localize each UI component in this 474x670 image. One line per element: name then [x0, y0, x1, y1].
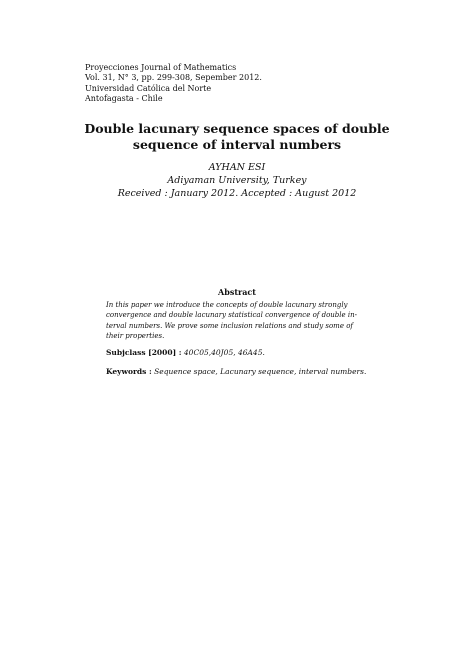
author-name: AYHAN ESI [208, 162, 266, 173]
abstract-line: In this paper we introduce the concepts of double lacunary strongly [106, 301, 348, 309]
author-affiliation: Adiyaman University, Turkey [167, 175, 307, 186]
journal-header [85, 63, 262, 104]
abstract-line: their properties. [106, 331, 165, 340]
abstract-text [106, 300, 368, 341]
city-name: Antofagasta - Chile [85, 93, 163, 103]
abstract-heading: Abstract [218, 287, 256, 297]
subjclass-line [106, 348, 265, 357]
journal-name: Proyecciones Journal of Mathematics [85, 63, 237, 72]
keywords-line [106, 367, 366, 376]
title-line-2: sequence of interval numbers [132, 137, 342, 152]
title-line-1: Double lacunary sequence spaces of double [84, 121, 390, 136]
abstract-line: convergence and double lacunary statistical convergence of double in- [106, 311, 358, 320]
author-block [0, 161, 474, 200]
paper-title [0, 121, 474, 153]
received-accepted-dates: Received : January 2012. Accepted : August 2012 [117, 188, 357, 199]
journal-volume: Vol. 31, N° 3, pp. 299-308, Sepember 2012. [85, 73, 262, 83]
university-name: Universidad Católica del Norte [85, 83, 212, 93]
abstract-line: terval numbers. We prove some inclusion relations and study some of [106, 321, 353, 330]
keywords-label: Keywords : [106, 367, 152, 376]
keywords-value: Sequence space, Lacunary sequence, interval numbers. [154, 367, 367, 376]
subjclass-label: Subjclass [2000] : [106, 348, 182, 357]
subjclass-value: 40C05,40J05, 46A45. [183, 348, 265, 357]
